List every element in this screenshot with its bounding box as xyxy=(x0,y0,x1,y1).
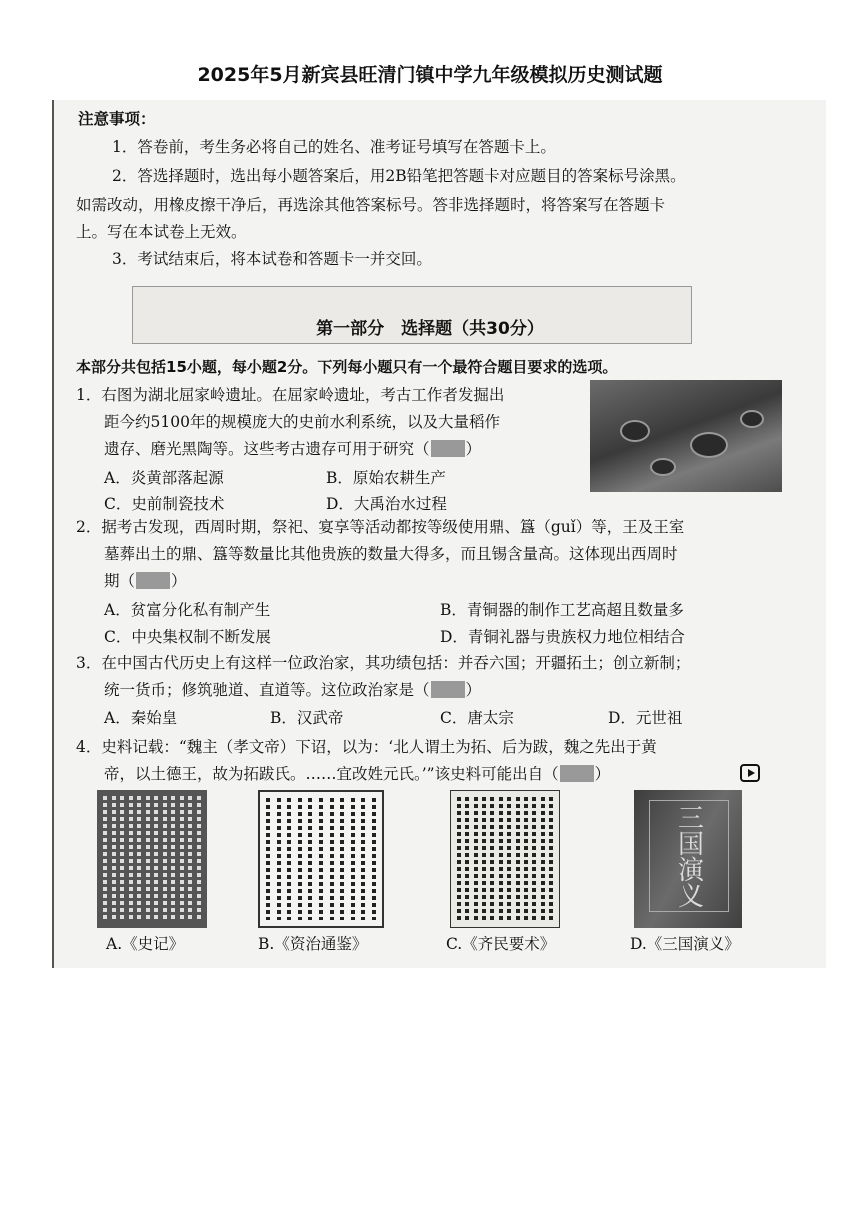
q3-option-a: A．秦始皇 xyxy=(104,709,178,727)
section-title: 第一部分 选择题（共30分） xyxy=(316,319,544,339)
q2-line-3: 期（ ） xyxy=(104,572,187,590)
answer-blank xyxy=(560,765,594,782)
q4-option-b: B.《资治通鉴》 xyxy=(258,935,368,953)
q1-line-2: 距今约5100年的规模庞大的史前水利系统，以及大量稻作 xyxy=(104,413,500,431)
q2-option-c: C．中央集权制不断发展 xyxy=(104,628,271,646)
q4-option-c: C.《齐民要术》 xyxy=(446,935,556,953)
q1-option-c: C．史前制瓷技术 xyxy=(104,495,225,513)
answer-blank xyxy=(431,681,465,698)
q2-option-d: D．青铜礼器与贵族权力地位相结合 xyxy=(440,628,685,646)
notice-line-1: 1．答卷前，考生务必将自己的姓名、准考证号填写在答题卡上。 xyxy=(112,138,556,156)
q4-option-a: A.《史记》 xyxy=(106,935,185,953)
notice-line-4: 上。写在本试卷上无效。 xyxy=(76,223,247,241)
q2-option-a: A．贫富分化私有制产生 xyxy=(104,601,271,619)
answer-blank xyxy=(136,572,170,589)
answer-blank xyxy=(431,440,465,457)
q4-line-2: 帝，以土德王，故为拓跋氏。……宜改姓元氏。’”该史料可能出自（ ） xyxy=(104,765,611,783)
book-cover-title: 三国演义 xyxy=(649,800,729,912)
video-play-icon[interactable] xyxy=(740,764,760,782)
notice-line-3: 如需改动，用橡皮擦干净后，再选涂其他答案标号。答非选择题时，将答案写在答题卡 xyxy=(76,196,666,214)
book-shiji-image xyxy=(97,790,207,928)
q2-line-1: 2．据考古发现，西周时期，祭祀、宴享等活动都按等级使用鼎、簋（guǐ）等，王及王室 xyxy=(76,518,685,536)
q3-option-d: D．元世祖 xyxy=(608,709,683,727)
q2-option-b: B．青铜器的制作工艺高超且数量多 xyxy=(440,601,684,619)
book-zizhitongjian-image xyxy=(258,790,384,928)
q1-option-b: B．原始农耕生产 xyxy=(326,469,446,487)
q2-line-2: 墓葬出土的鼎、簋等数量比其他贵族的数量大得多，而且锡含量高。这体现出西周时 xyxy=(104,545,678,563)
q3-line-1: 3．在中国古代历史上有这样一位政治家，其功绩包括：并吞六国；开疆拓土；创立新制； xyxy=(76,654,691,672)
qujialing-site-photo xyxy=(590,380,782,492)
q1-option-d: D．大禹治水过程 xyxy=(326,495,447,513)
q1-option-a: A．炎黄部落起源 xyxy=(104,469,224,487)
q4-option-d: D.《三国演义》 xyxy=(630,935,740,953)
book-qiminyaoshu-image xyxy=(450,790,560,928)
section-intro: 本部分共包括15小题，每小题2分。下列每小题只有一个最符合题目要求的选项。 xyxy=(76,358,618,376)
q1-line-3: 遗存、磨光黑陶等。这些考古遗存可用于研究（ ） xyxy=(104,440,482,458)
notice-heading: 注意事项： xyxy=(78,110,156,128)
notice-line-2: 2．答选择题时，选出每小题答案后，用2B铅笔把答题卡对应题目的答案标号涂黑。 xyxy=(112,167,686,185)
q3-line-2: 统一货币；修筑驰道、直道等。这位政治家是（ ） xyxy=(104,681,482,699)
q1-line-1: 1．右图为湖北屈家岭遗址。在屈家岭遗址，考古工作者发掘出 xyxy=(76,386,505,404)
q3-option-c: C．唐太宗 xyxy=(440,709,514,727)
book-sanguoyanyi-image xyxy=(634,790,742,928)
q4-line-1: 4．史料记载：“魏主（孝文帝）下诏，以为：‘北人谓土为拓、后为跋，魏之先出于黄 xyxy=(76,738,657,756)
q3-option-b: B．汉武帝 xyxy=(270,709,344,727)
page-title: 2025年5月新宾县旺清门镇中学九年级模拟历史测试题 xyxy=(197,64,663,86)
notice-line-5: 3．考试结束后，将本试卷和答题卡一并交回。 xyxy=(112,250,432,268)
